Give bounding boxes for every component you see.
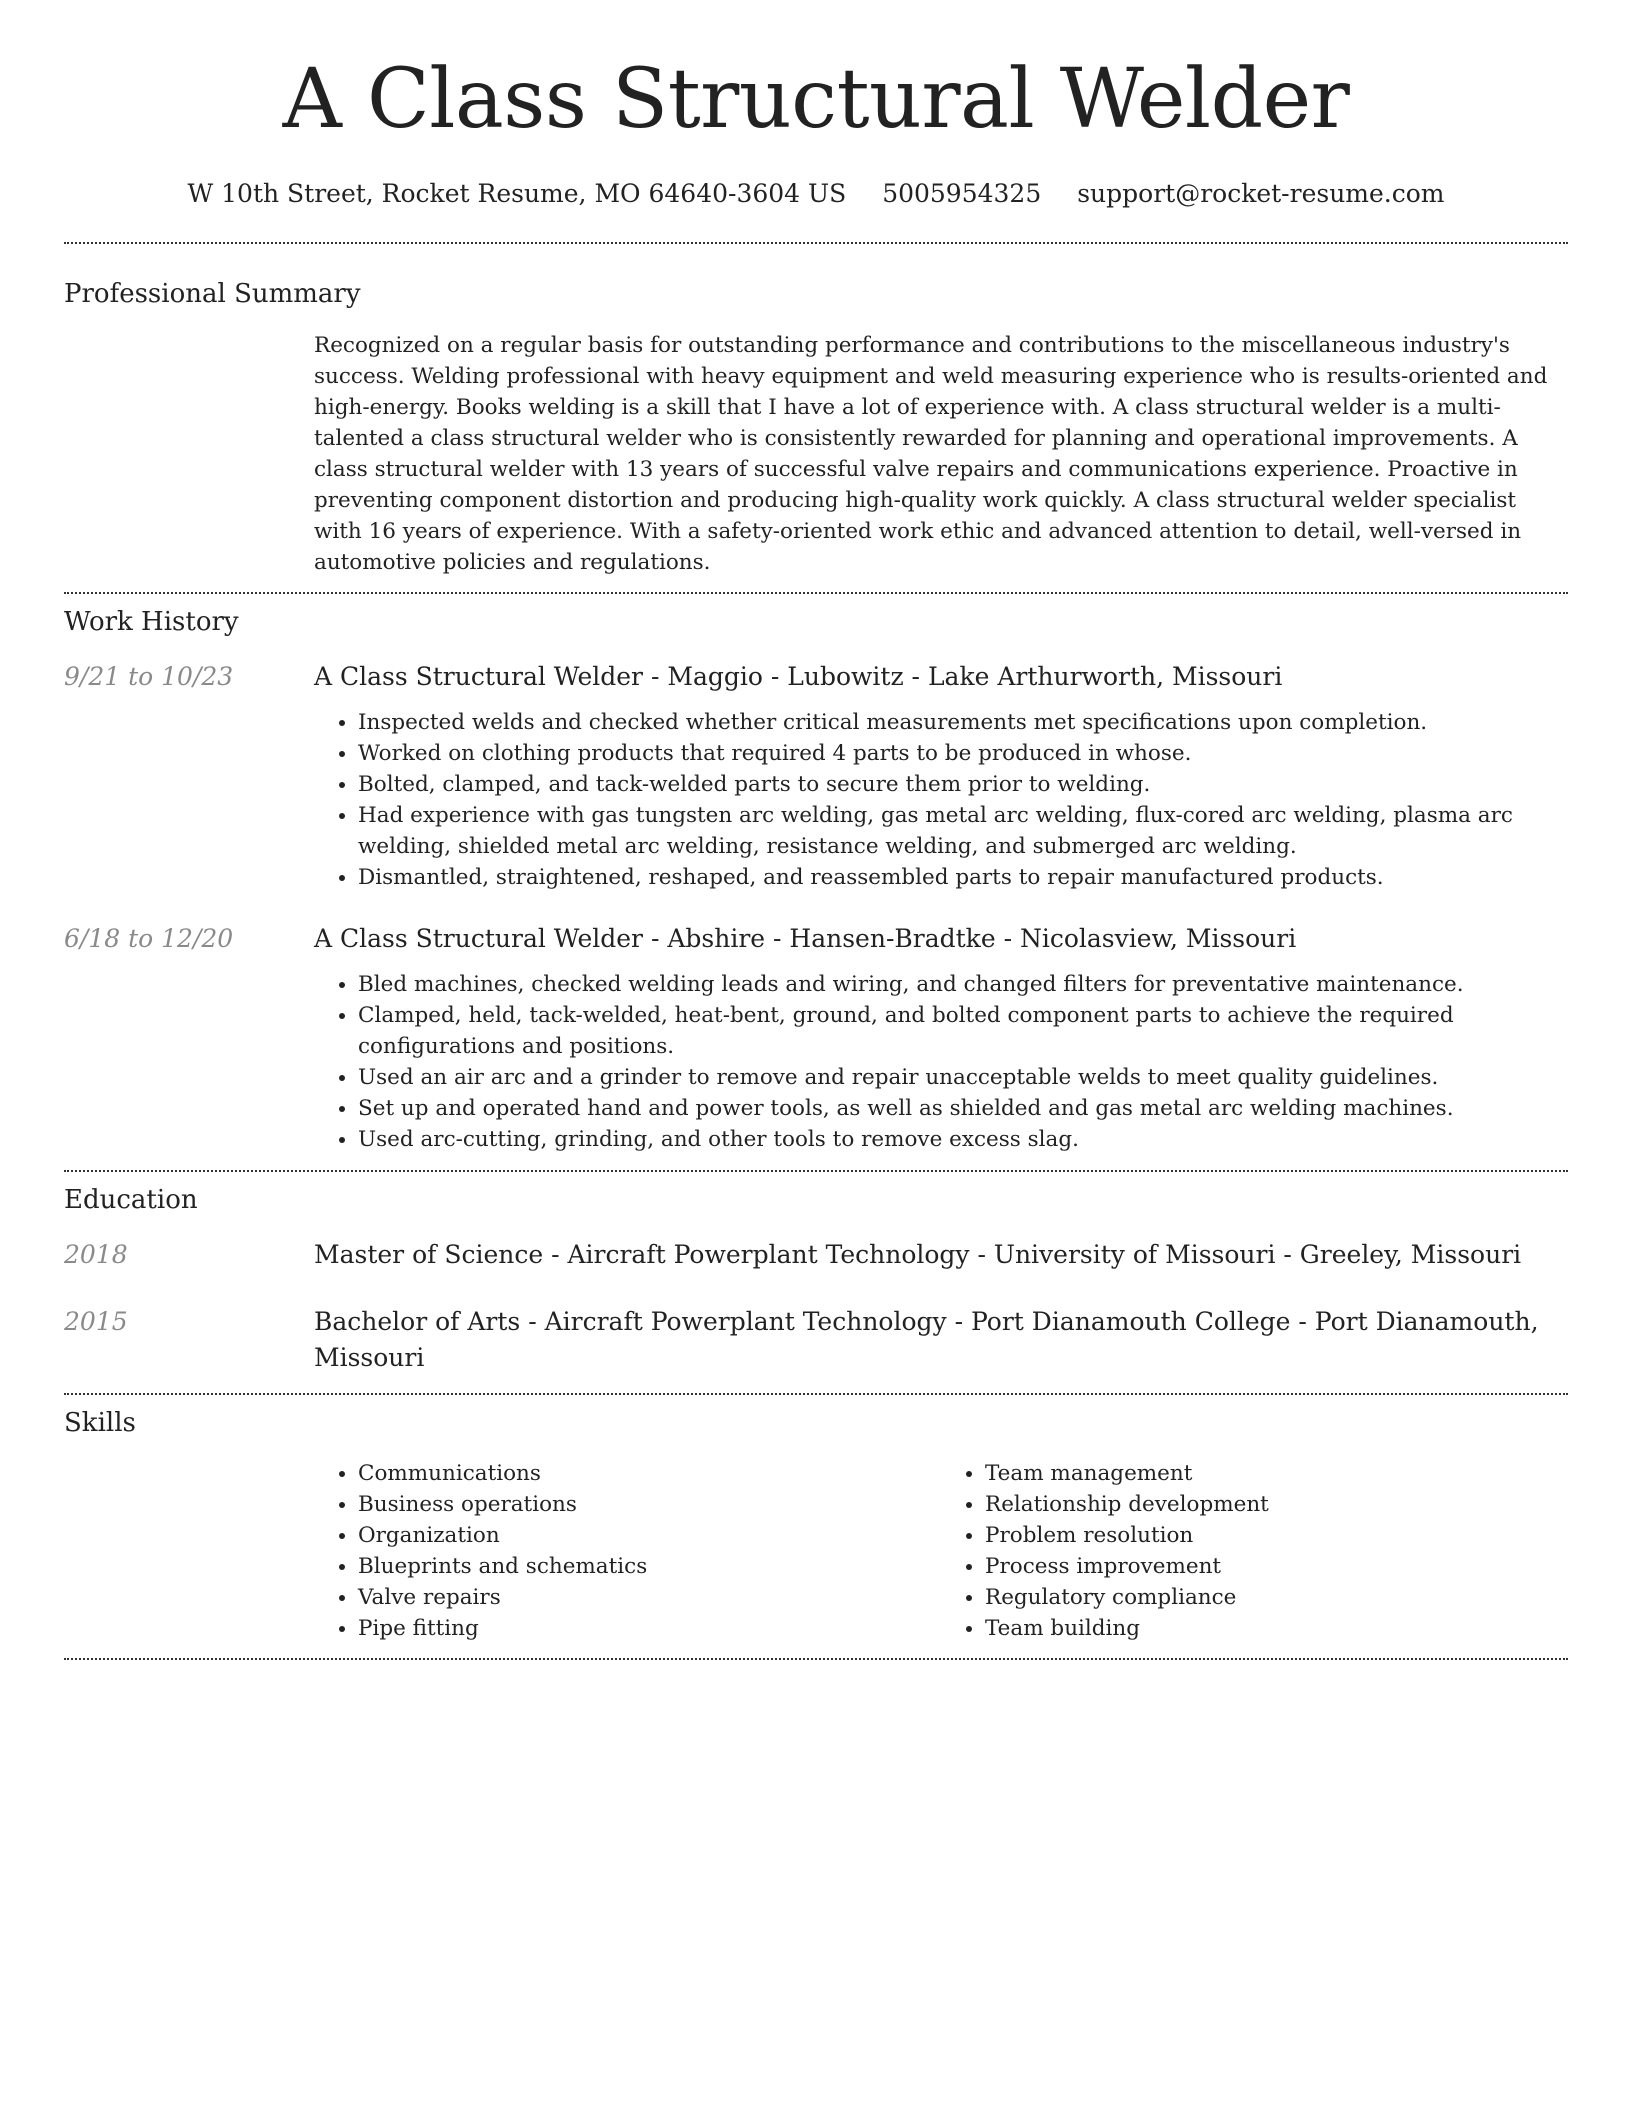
job-entry <box>64 659 1568 893</box>
work-history-heading: Work History <box>64 607 239 637</box>
contact-line <box>64 178 1568 210</box>
list-item: • Set up and operated hand and power tools, as well as shielded and gas metal arc welding machines. <box>358 1093 1568 1124</box>
education-entry <box>64 1237 1568 1273</box>
list-item: • Valve repairs <box>358 1582 941 1613</box>
list-item: • Communications <box>358 1458 941 1489</box>
contact-phone: 5005954325 <box>882 179 1042 208</box>
list-item: • Used an air arc and a grinder to remove and repair unacceptable welds to meet quality guidelines. <box>358 1062 1568 1093</box>
list-item: • Dismantled, straightened, reshaped, and reassembled parts to repair manufactured products. <box>358 862 1568 893</box>
education-year: 2018 <box>64 1240 128 1269</box>
list-item: • Problem resolution <box>985 1520 1568 1551</box>
list-item: • Regulatory compliance <box>985 1582 1568 1613</box>
list-item: • Used arc-cutting, grinding, and other tools to remove excess slag. <box>358 1124 1568 1155</box>
summary-heading: Professional Summary <box>64 279 361 309</box>
resume-header <box>64 0 1568 210</box>
list-item: • Blueprints and schematics <box>358 1551 941 1582</box>
list-item: • Bolted, clamped, and tack-welded parts to secure them prior to welding. <box>358 769 1568 800</box>
education-entry <box>64 1304 1568 1376</box>
list-item: • Bled machines, checked welding leads and wiring, and changed filters for preventative maintenance. <box>358 969 1568 1000</box>
skills-grid <box>314 1458 1568 1644</box>
candidate-name: A Class Structural Welder <box>282 52 1350 147</box>
list-item: • Had experience with gas tungsten arc welding, gas metal arc welding, flux-cored arc welding, plasma arc welding, shielded metal arc welding, resistance welding, and submerged arc welding. <box>358 800 1568 862</box>
skills-section <box>64 1395 1568 1644</box>
skills-heading: Skills <box>64 1408 136 1438</box>
list-item: • Process improvement <box>985 1551 1568 1582</box>
summary-section <box>64 244 1568 578</box>
list-item: • Relationship development <box>985 1489 1568 1520</box>
education-heading: Education <box>64 1185 198 1215</box>
list-item: • Worked on clothing products that required 4 parts to be produced in whose. <box>358 738 1568 769</box>
skills-list-left <box>314 1458 941 1644</box>
list-item: • Business operations <box>358 1489 941 1520</box>
job-bullets <box>314 707 1568 893</box>
job-dates: 6/18 to 12/20 <box>64 924 234 953</box>
summary-text: Recognized on a regular basis for outstanding performance and contributions to the miscellaneous industry's success. Welding professional with heavy equipment and weld measuring experience who is results-oriented and high-energy. Books welding is a skill that I have a lot of experience with. A class structural welder is a multi-talented a class structural welder who is consistently rewarded for planning and operational improvements. A class structural welder with 13 years of successful valve repairs and communications experience. Proactive in preventing component distortion and producing high-quality work quickly. A class structural welder specialist with 16 years of experience. With a safety-oriented work ethic and advanced attention to detail, well-versed in automotive policies and regulations. <box>314 333 1548 575</box>
contact-email: support@rocket-resume.com <box>1077 179 1445 208</box>
list-item: • Clamped, held, tack-welded, heat-bent, ground, and bolted component parts to achieve the required configurations and positions. <box>358 1000 1568 1062</box>
job-bullets <box>314 969 1568 1155</box>
list-item: • Pipe fitting <box>358 1613 941 1644</box>
divider <box>64 1658 1568 1660</box>
contact-address: W 10th Street, Rocket Resume, MO 64640-3604 US <box>187 179 847 208</box>
skills-list-right <box>941 1458 1568 1644</box>
list-item: • Inspected welds and checked whether critical measurements met specifications upon completion. <box>358 707 1568 738</box>
work-history-section <box>64 594 1568 1155</box>
education-year: 2015 <box>64 1307 128 1336</box>
job-title: A Class Structural Welder - Abshire - Hansen-Bradtke - Nicolasview, Missouri <box>314 924 1297 953</box>
job-entry <box>64 921 1568 1155</box>
list-item: • Team building <box>985 1613 1568 1644</box>
education-title: Bachelor of Arts - Aircraft Powerplant Technology - Port Dianamouth College - Port Dianamouth, Missouri <box>314 1307 1539 1372</box>
job-dates: 9/21 to 10/23 <box>64 662 234 691</box>
list-item: • Organization <box>358 1520 941 1551</box>
job-title: A Class Structural Welder - Maggio - Lubowitz - Lake Arthurworth, Missouri <box>314 662 1283 691</box>
education-title: Master of Science - Aircraft Powerplant Technology - University of Missouri - Greeley, Missouri <box>314 1240 1522 1269</box>
list-item: • Team management <box>985 1458 1568 1489</box>
education-section <box>64 1172 1568 1376</box>
